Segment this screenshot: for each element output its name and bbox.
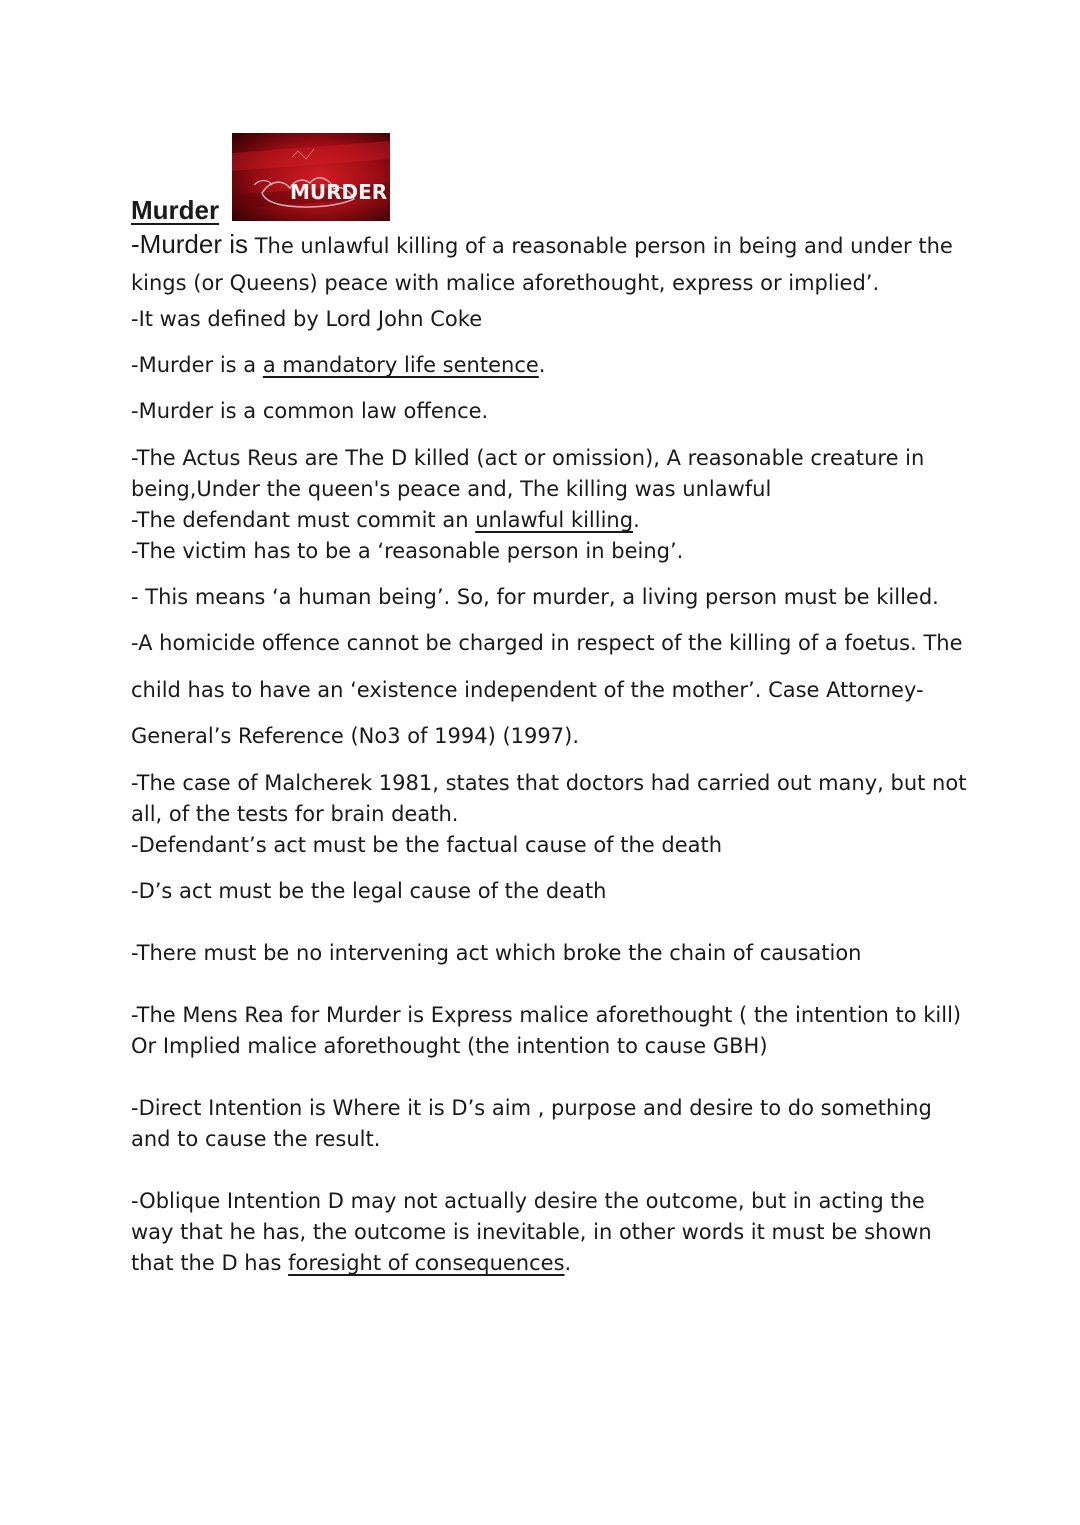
definition-line-1 bbox=[131, 229, 951, 262]
sentence-suffix: . bbox=[538, 353, 546, 377]
paragraph-victim: -The victim has to be a ‘reasonable person in being’. bbox=[131, 539, 684, 563]
mandatory-life-sentence-link[interactable]: a mandatory life sentence bbox=[262, 353, 539, 377]
oblique-intention-line-2: way that he has, the outcome is inevitable, in other words it must be shown bbox=[131, 1220, 932, 1244]
oblique-suffix: . bbox=[564, 1251, 572, 1275]
unlawful-prefix: -The defendant must commit an bbox=[131, 508, 476, 532]
foetus-line-3: General’s Reference (No3 of 1994) (1997). bbox=[131, 724, 579, 748]
malcherek-line-2: all, of the tests for brain death. bbox=[131, 802, 459, 826]
paragraph-common-law: -Murder is a common law offence. bbox=[131, 399, 489, 423]
paragraph-human-being: - This means ‘a human being’. So, for murder, a living person must be killed. bbox=[131, 585, 939, 609]
unlawful-suffix: . bbox=[633, 508, 640, 532]
page-title: Murder bbox=[131, 195, 220, 225]
definition-prefix: -Murder is bbox=[131, 229, 249, 259]
paragraph-legal-cause: -D’s act must be the legal cause of the death bbox=[131, 879, 607, 903]
definition-line-2: kings (or Queens) peace with malice aforethought, express or implied’. bbox=[131, 271, 880, 295]
sentence-prefix: -Murder is a bbox=[131, 353, 263, 377]
actus-reus-line-1: -The Actus Reus are The D killed (act or omission), A reasonable creature in bbox=[131, 446, 925, 470]
murder-logo-graphic bbox=[232, 133, 390, 221]
oblique-intention-line-3 bbox=[131, 1248, 951, 1279]
actus-reus-line-2: being,Under the queen's peace and, The killing was unlawful bbox=[131, 477, 772, 501]
oblique-intention-line-1: -Oblique Intention D may not actually desire the outcome, but in acting the bbox=[131, 1189, 925, 1213]
direct-intention-line-1: -Direct Intention is Where it is D’s aim , purpose and desire to do something bbox=[131, 1096, 932, 1120]
malcherek-line-1: -The case of Malcherek 1981, states that doctors had carried out many, but not bbox=[131, 771, 967, 795]
foresight-of-consequences-link[interactable]: foresight of consequences bbox=[288, 1251, 565, 1275]
definition-rest: The unlawful killing of a reasonable person in being and under the bbox=[248, 234, 953, 258]
paragraph-unlawful-killing bbox=[131, 505, 951, 536]
oblique-prefix: that the D has bbox=[131, 1251, 289, 1275]
unlawful-killing-link[interactable]: unlawful killing bbox=[475, 508, 634, 532]
murder-logo-text: MURDER bbox=[290, 180, 388, 204]
murder-logo-image bbox=[232, 133, 390, 221]
paragraph-intervening-act: -There must be no intervening act which broke the chain of causation bbox=[131, 941, 862, 965]
direct-intention-line-2: and to cause the result. bbox=[131, 1127, 381, 1151]
foetus-line-2: child has to have an ‘existence independent of the mother’. Case Attorney- bbox=[131, 678, 924, 702]
paragraph-factual-cause: -Defendant’s act must be the factual cause of the death bbox=[131, 833, 723, 857]
foetus-line-1: -A homicide offence cannot be charged in respect of the killing of a foetus. The bbox=[131, 631, 963, 655]
mens-rea-line-1: -The Mens Rea for Murder is Express malice aforethought ( the intention to kill) bbox=[131, 1003, 962, 1027]
paragraph-defined-by: -It was defined by Lord John Coke bbox=[131, 307, 483, 331]
mens-rea-line-2: Or Implied malice aforethought (the intention to cause GBH) bbox=[131, 1034, 768, 1058]
paragraph-sentence bbox=[131, 350, 951, 381]
